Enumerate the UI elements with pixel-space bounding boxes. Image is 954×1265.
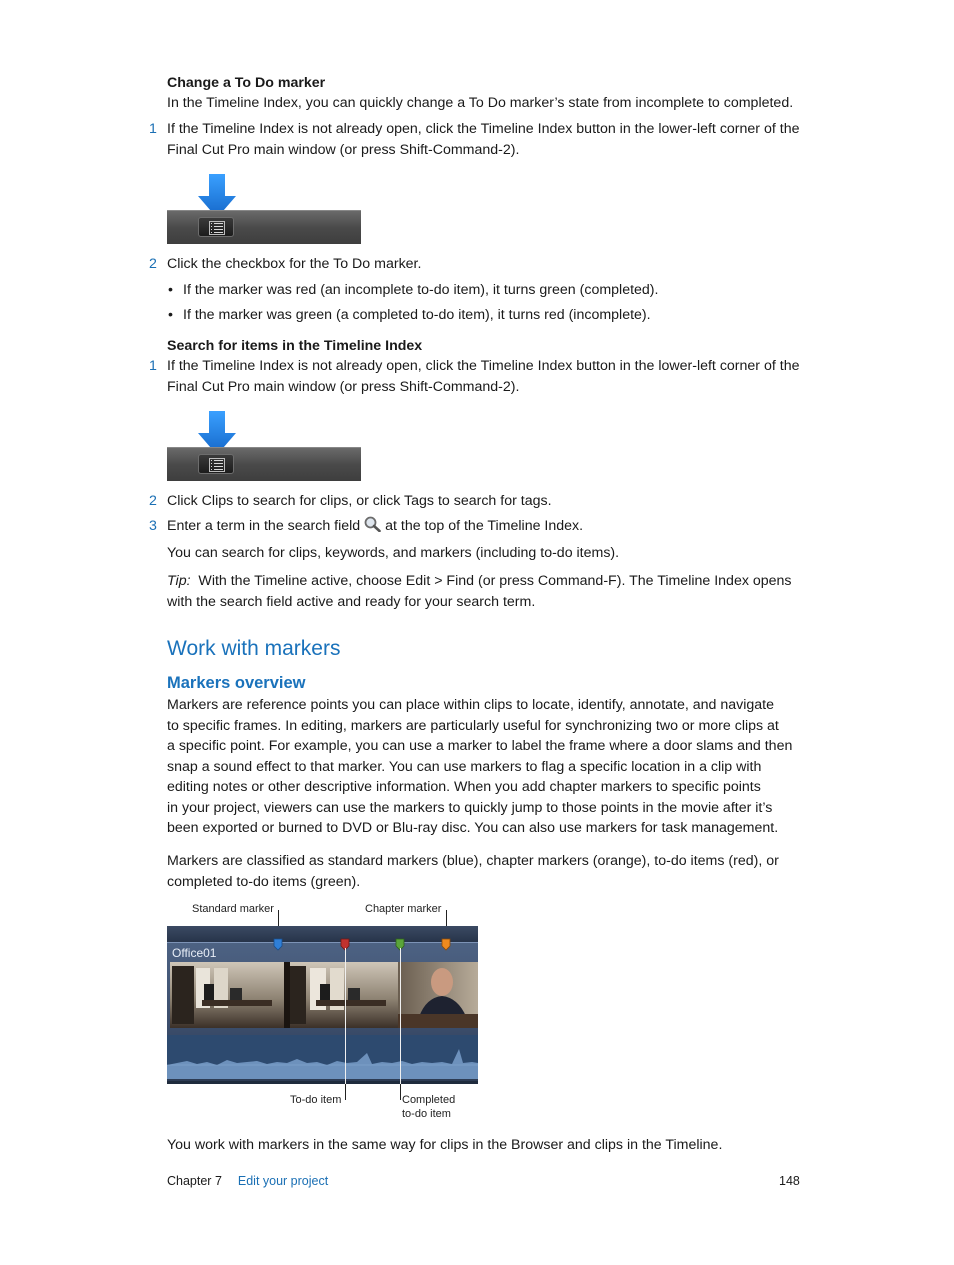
bullet-text: If the marker was green (a completed to-do item), it turns red (incomplete). xyxy=(183,307,651,323)
markers-overview-paragraph xyxy=(167,695,817,839)
search-heading: Search for items in the Timeline Index xyxy=(167,338,423,354)
change-todo-intro: In the Timeline Index, you can quickly change a To Do marker’s state from incomplete to completed. xyxy=(167,95,794,111)
step-text-before: Enter a term in the search field xyxy=(167,518,361,534)
change-todo-heading: Change a To Do marker xyxy=(167,75,326,91)
closing-paragraph: You work with markers in the same way for clips in the Browser and clips in the Timeline. xyxy=(167,1137,723,1153)
step-text-after: at the top of the Timeline Index. xyxy=(385,518,584,534)
clip-figure xyxy=(167,926,478,1084)
search-note: You can search for clips, keywords, and markers (including to-do items). xyxy=(167,545,620,561)
paragraph-line: editing notes or other descriptive information. When you add chapter markers to specific points xyxy=(167,779,761,795)
standard-marker[interactable] xyxy=(274,939,282,950)
timeline-index-figure xyxy=(167,411,361,481)
completed-leader xyxy=(400,1084,401,1100)
markers-classified-paragraph xyxy=(167,851,817,892)
standard-marker-label: Standard marker xyxy=(192,903,274,915)
tip xyxy=(167,571,807,612)
todo-leader xyxy=(345,1084,346,1100)
timeline-index-figure xyxy=(167,174,361,244)
timeline-index-button[interactable] xyxy=(198,454,234,474)
completed-todo-label-line1: Completed xyxy=(402,1094,456,1106)
clip-body[interactable] xyxy=(167,942,478,1081)
chapter-marker[interactable] xyxy=(442,939,450,950)
list-icon xyxy=(199,455,235,475)
list-icon xyxy=(199,218,235,238)
bullet-text: If the marker was red (an incomplete to-do item), it turns green (completed). xyxy=(183,282,659,298)
footer-chapter-number: Chapter 7 xyxy=(167,1174,222,1188)
paragraph-line: Markers are reference points you can place within clips to locate, identify, annotate, and navigate xyxy=(167,697,774,713)
paragraph-line: to specific frames. In editing, markers are particularly useful for synchronizing two or more clips at xyxy=(167,717,779,734)
bullet-dot: • xyxy=(168,282,173,298)
marker-row xyxy=(167,936,478,952)
step-number: 1 xyxy=(149,121,157,137)
paragraph-line: snap a sound effect to that marker. You can use markers to flag a specific location in a clip with xyxy=(167,758,762,775)
footer-chapter xyxy=(167,1172,328,1190)
tip-label: Tip: xyxy=(167,573,191,589)
step-number: 3 xyxy=(149,518,157,534)
paragraph-line: Markers are classified as standard markers (blue), chapter markers (orange), to-do items (red), or xyxy=(167,853,779,869)
step-number: 1 xyxy=(149,358,157,374)
toolbar-strip xyxy=(167,210,361,244)
paragraph-line: been exported or burned to DVD or Blu-ray disc. You can also use markers for task management. xyxy=(167,820,779,836)
chapter-marker-label: Chapter marker xyxy=(365,903,442,915)
todo-item-label: To-do item xyxy=(290,1094,342,1106)
todo-playline xyxy=(345,948,346,1084)
paragraph-line: a specific point. For example, you can use a marker to label the frame where a door slams and then xyxy=(167,738,793,754)
clip-name: Office01 xyxy=(172,946,217,960)
section-subtitle: Markers overview xyxy=(167,674,306,692)
toolbar-strip xyxy=(167,447,361,481)
step-text xyxy=(167,516,807,537)
step-text: Click Clips to search for clips, or click Tags to search for tags. xyxy=(167,493,552,509)
audio-waveform xyxy=(167,1035,478,1079)
step-number: 2 xyxy=(149,493,157,509)
footer-chapter-link[interactable]: Edit your project xyxy=(237,1174,329,1188)
paragraph-line: in your project, viewers can use the markers to quickly jump to those points in the movie after it’s xyxy=(167,799,773,816)
step-text: Click the checkbox for the To Do marker. xyxy=(167,256,422,272)
paragraph-line: completed to-do items (green). xyxy=(167,873,361,890)
step-text: If the Timeline Index is not already open, click the Timeline Index button in the lower-left corner of the Final Cut Pro main window (or press Shift-Command-2). xyxy=(167,121,800,158)
filmstrip xyxy=(170,962,478,1028)
timeline-index-button[interactable] xyxy=(198,217,234,237)
completed-todo-label-line2: to-do item xyxy=(402,1108,451,1120)
completed-playline xyxy=(400,948,401,1084)
step-number: 2 xyxy=(149,256,157,272)
step-text: If the Timeline Index is not already open, click the Timeline Index button in the lower-left corner of the Final Cut Pro main window (or press Shift-Command-2). xyxy=(167,358,800,395)
bullet-dot: • xyxy=(168,307,173,323)
tip-text: With the Timeline active, choose Edit > Find (or press Command-F). The Timeline Index opens with the search field active and ready for your search term. xyxy=(167,573,792,610)
filmstrip-thumbnails xyxy=(170,962,478,1028)
page-number: 148 xyxy=(779,1174,800,1188)
section-title: Work with markers xyxy=(167,637,341,660)
search-icon xyxy=(364,516,381,532)
